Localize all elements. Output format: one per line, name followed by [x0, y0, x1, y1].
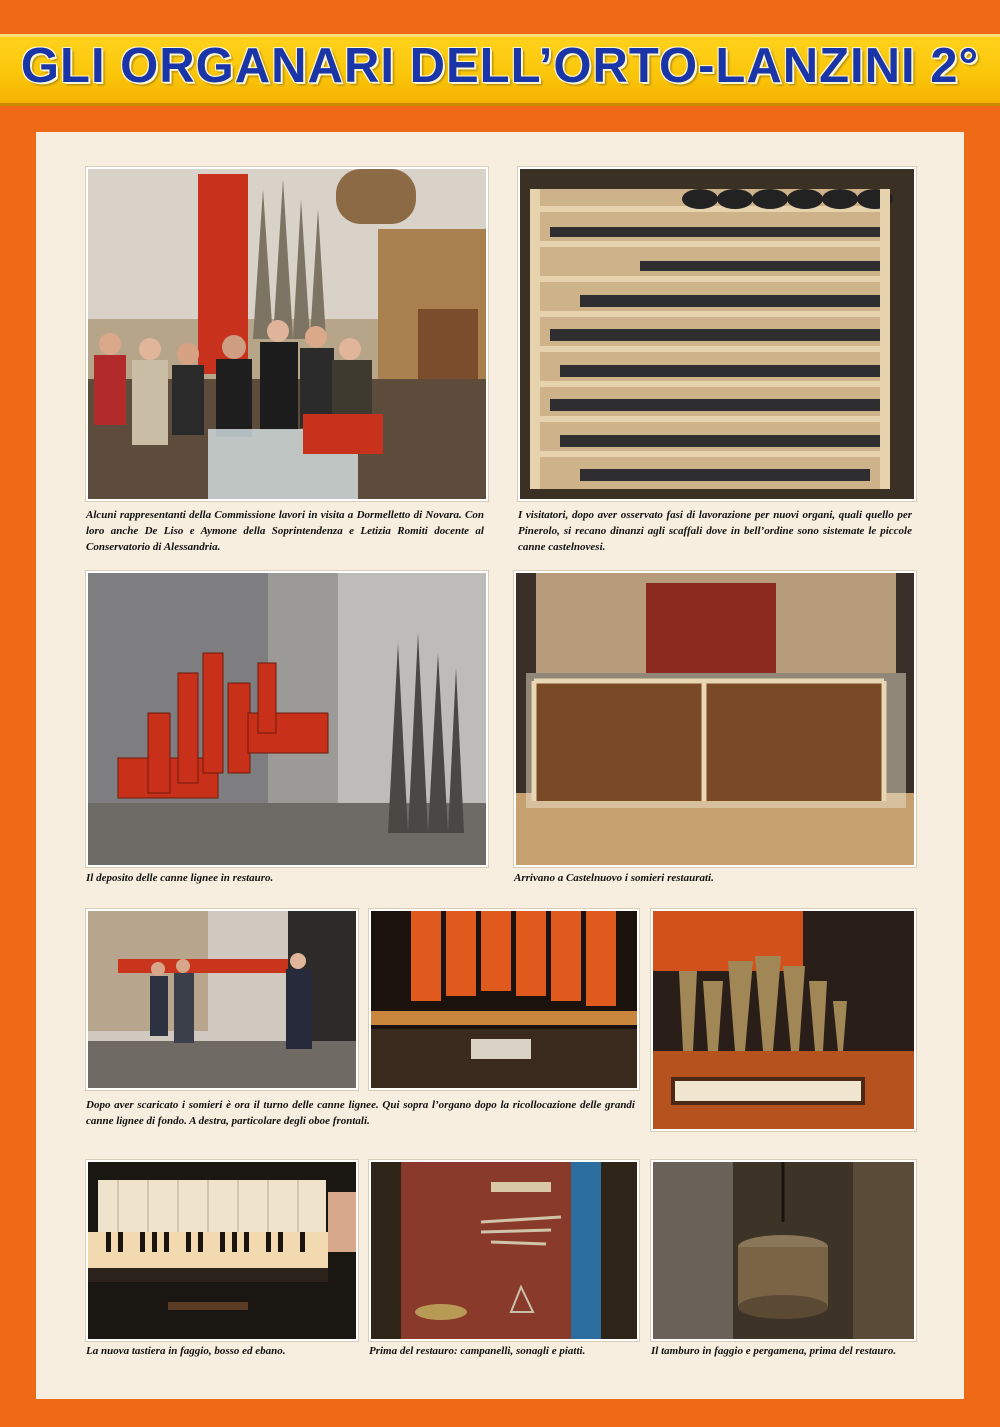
- organ-reinstalled-photo: [369, 909, 639, 1090]
- windchests-arrival-photo: [514, 571, 916, 867]
- row3-caption: Dopo aver scaricato i somieri è ora il turno delle canne lignee. Qui sopra l’organo dopo la ricollocazione delle grandi canne lignee di fondo. A destra, particolare degli oboe frontali.: [86, 1099, 635, 1127]
- new-keyboard-photo: [86, 1160, 358, 1341]
- wooden-pipes-depot-photo: [86, 571, 488, 867]
- wooden-pipes-depot-caption: Il deposito delle canne lignee in restauro.: [86, 872, 274, 884]
- windchests-arrival-caption: Arrivano a Castelnuovo i somieri restaurati.: [514, 872, 714, 884]
- bells-before-restoration-photo: [369, 1160, 639, 1341]
- commission-visit-photo: [86, 167, 488, 501]
- commission-visit-caption: Alcuni rappresentanti della Commissione lavori in visita a Dormelletto di Novara. Con loro anche De Liso e Aymone della Soprintendenza e Letizia Romiti docente al Conservatorio di Alessandria.: [86, 509, 484, 553]
- poster-title: GLI ORGANARI DELL’ORTO-LANZINI 2°: [20, 39, 980, 93]
- oboe-detail-photo: [651, 909, 916, 1131]
- drum-before-restoration-caption: Il tamburo in faggio e pergamena, prima del restauro.: [651, 1345, 897, 1357]
- bells-before-restoration-caption: Prima del restauro: campanelli, sonagli e piatti.: [369, 1345, 586, 1357]
- unloading-photo: [86, 909, 358, 1090]
- pipe-shelves-photo: [518, 167, 916, 501]
- drum-before-restoration-photo: [651, 1160, 916, 1341]
- new-keyboard-caption: La nuova tastiera in faggio, bosso ed ebano.: [86, 1345, 286, 1357]
- pipe-shelves-caption: I visitatori, dopo aver osservato fasi di lavorazione per nuovi organi, quali quello per Pinerolo, si recano dinanzi agli scaffali dove in bell’ordine sono sistemate le piccole canne castelnovesi.: [518, 509, 912, 553]
